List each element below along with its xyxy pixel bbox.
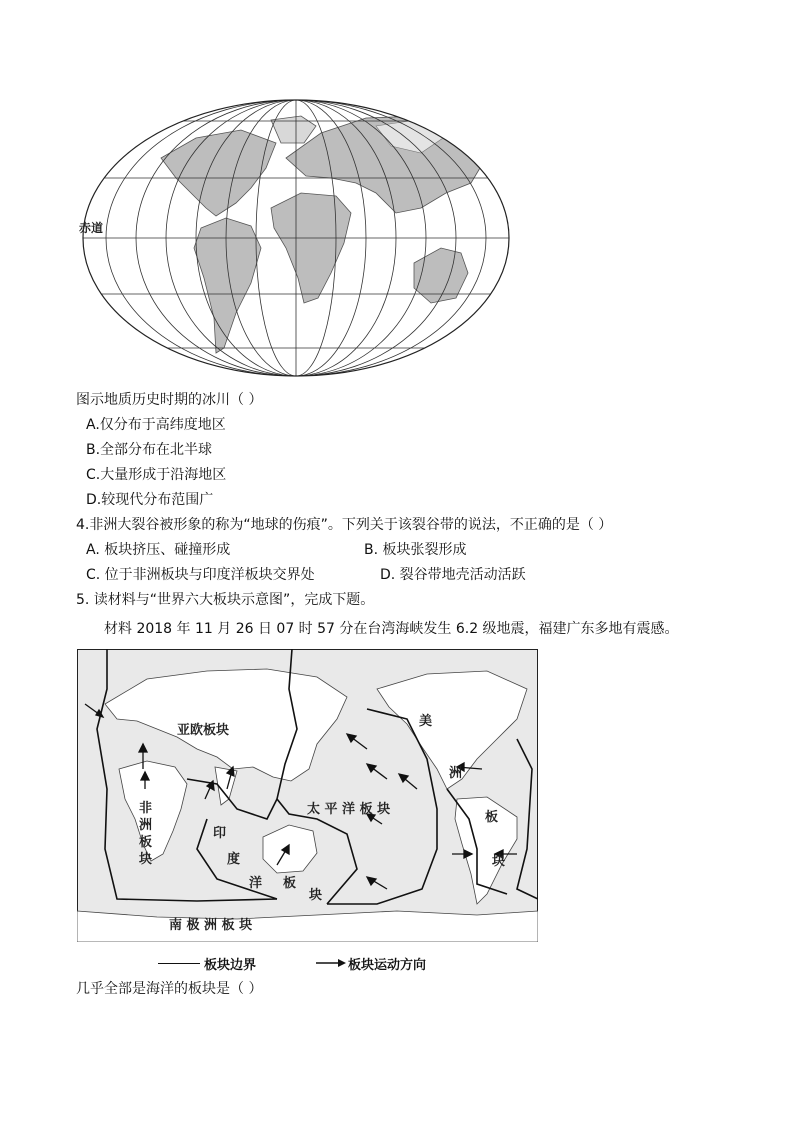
legend-boundary-line — [158, 963, 200, 964]
greenland-shape — [271, 116, 316, 143]
label-indian-2: 度 — [227, 852, 241, 867]
label-america-3: 板 — [485, 810, 499, 825]
q4-option-d[interactable]: D. 裂谷带地壳活动活跃 — [380, 567, 526, 583]
label-eurasia: 亚欧板块 — [177, 723, 230, 738]
q3-option-b[interactable]: B.全部分布在北半球 — [86, 442, 213, 458]
label-pacific: 太 平 洋 板 块 — [307, 802, 391, 817]
label-indian-4: 板 — [283, 876, 297, 891]
legend-line-swatch — [158, 954, 178, 955]
q3-option-c[interactable]: C.大量形成于沿海地区 — [86, 467, 227, 483]
q5-stem: 5. 读材料与“世界六大板块示意图”，完成下题。 — [76, 592, 375, 608]
equator-label: 赤道 — [79, 221, 104, 235]
label-america-4: 块 — [492, 854, 506, 869]
north-america-shape — [161, 130, 276, 216]
label-antarctic: 南 极 洲 板 块 — [169, 918, 253, 933]
label-indian-5: 块 — [309, 888, 323, 903]
label-africa-2: 洲 — [139, 818, 153, 833]
label-africa-1: 非 — [139, 801, 153, 816]
label-america-2: 洲 — [449, 766, 463, 781]
legend-boundary-label: 板块边界 — [204, 958, 257, 973]
legend-direction-label: 板块运动方向 — [348, 958, 427, 973]
q4-stem: 4.非洲大裂谷被形象的称为“地球的伤痕”。下列关于该裂谷带的说法，不正确的是（ ） — [76, 517, 613, 533]
label-indian-3: 洋 — [249, 876, 263, 891]
q3-option-a[interactable]: A.仅分布于高纬度地区 — [86, 417, 226, 433]
label-indian-1: 印 — [213, 826, 227, 841]
australia-shape — [414, 248, 468, 303]
q4-option-a[interactable]: A. 板块挤压、碰撞形成 — [86, 542, 231, 558]
world-plates-map — [77, 649, 538, 942]
q5-material: 材料 2018 年 11 月 26 日 07 时 57 分在台湾海峡发生 6.2 级地震，福建广东多地有震感。 — [104, 621, 679, 637]
q3-option-d[interactable]: D.较现代分布范围广 — [86, 492, 214, 508]
label-africa-3: 板 — [139, 835, 153, 850]
q5-sub-question: 几乎全部是海洋的板块是（ ） — [76, 981, 263, 997]
q4-option-b[interactable]: B. 板块张裂形成 — [364, 542, 467, 558]
q3-stem: 图示地质历史时期的冰川（ ） — [76, 392, 263, 408]
world-glacier-map — [76, 98, 516, 380]
legend-arrow-icon — [316, 957, 346, 969]
africa-shape — [271, 193, 351, 303]
label-africa-4: 块 — [139, 852, 153, 867]
q4-option-c[interactable]: C. 位于非洲板块与印度洋板块交界处 — [86, 567, 315, 583]
label-america-1: 美 — [419, 714, 433, 729]
